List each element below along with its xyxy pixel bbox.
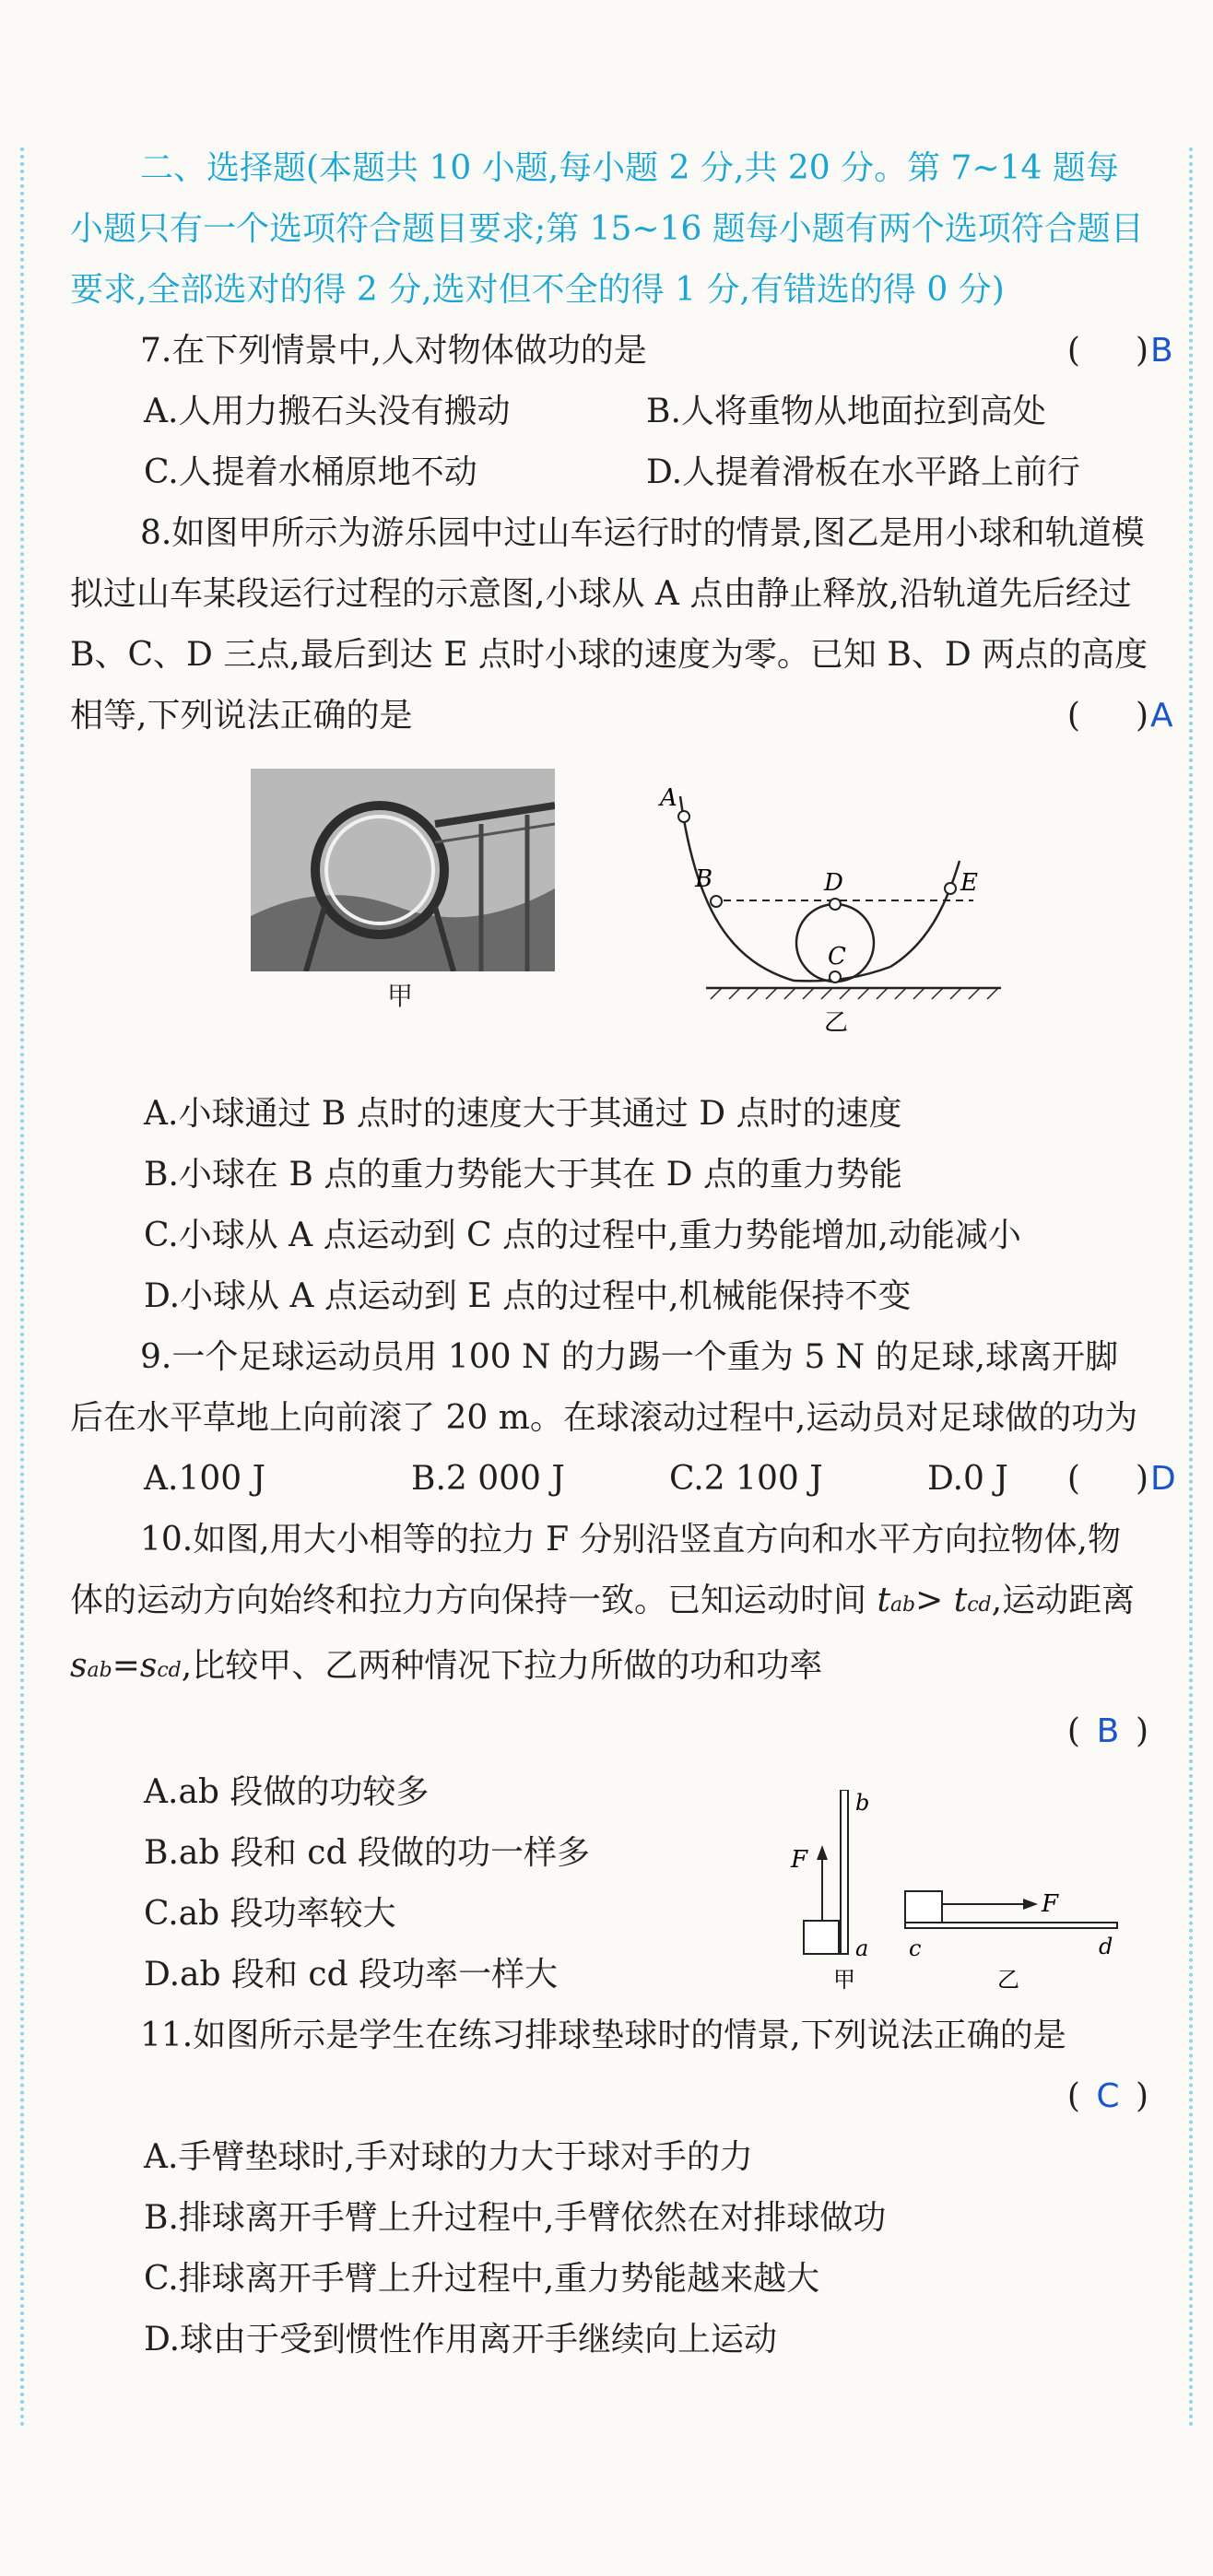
equals: = (112, 1647, 140, 1685)
q11-option-a: A.手臂垫球时,手对球的力大于球对手的力 (144, 2138, 753, 2176)
q8-stem: 8.如图甲所示为游乐园中过山车运行时的情景,图乙是用小球和轨道模拟过山车某段运行过程的示意图,小球从 A 点由静止释放,沿轨道先后经过 B、C、D 三点,最后到达 E 点时小球的速度为零。已知 B、D 两点的高度相等,下列说法正确的是 (70, 514, 1148, 735)
q11-answer-row (70, 2066, 1148, 2127)
left-dotted-border (20, 147, 24, 2429)
q10-stem-part1: 10.如图,用大小相等的拉力 F 分别沿竖直方向和水平方向拉物体,物体的运动方向始终和拉力方向保持一致。已知运动时间 (70, 1521, 1122, 1619)
greater-than: > (915, 1582, 944, 1619)
q11-option-d: D.球由于受到惯性作用离开手继续向上运动 (144, 2321, 778, 2358)
q7-option-c: C.人提着水桶原地不动 (144, 453, 477, 491)
figure-label-yi: 乙 (997, 1967, 1019, 1993)
q11-option-c: C.排球离开手臂上升过程中,重力势能越来越大 (144, 2260, 820, 2298)
q9-option-b: B.2 000 J (411, 1460, 565, 1498)
label-C: C (828, 943, 846, 970)
q7-stem: 7.在下列情景中,人对物体做功的是 (140, 332, 647, 370)
s-ab-symbol: s (70, 1647, 88, 1685)
t-ab-symbol: t (877, 1582, 890, 1619)
worksheet-page (70, 138, 1176, 2370)
q8-option-a: A.小球通过 B 点时的速度大于其通过 D 点时的速度 (144, 1095, 902, 1133)
question-8 (70, 503, 1173, 747)
q8-option-d: D.小球从 A 点运动到 E 点的过程中,机械能保持不变 (144, 1277, 912, 1315)
label-D: D (824, 869, 843, 897)
question-11 (70, 2006, 1148, 2066)
t-cd-symbol: t (953, 1582, 968, 1619)
label-B: B (695, 865, 713, 893)
s-cd-subscript: cd (157, 1659, 182, 1682)
q9-options (70, 1449, 1008, 1510)
q8-option-c: C.小球从 A 点运动到 C 点的过程中,重力势能增加,动能减小 (144, 1217, 1021, 1254)
q9-stem: 9.一个足球运动员用 100 N 的力踢一个重为 5 N 的足球,球离开脚后在水平草地上向前滚了 20 m。在球滚动过程中,运动员对足球做的功为 (70, 1338, 1138, 1437)
label-E: E (960, 869, 978, 897)
label-F-horizontal: F (1042, 1890, 1059, 1918)
right-dotted-border (1189, 147, 1193, 2429)
label-a: a (855, 1935, 869, 1961)
q9-option-a: A.100 J (144, 1460, 266, 1498)
label-F-vertical: F (791, 1846, 808, 1874)
q10-stem-part2: ,运动距离 (991, 1582, 1136, 1619)
q10-option-b: B.ab 段和 cd 段做的功一样多 (144, 1834, 590, 1872)
label-A: A (660, 784, 677, 812)
t-ab-subscript: ab (889, 1594, 916, 1617)
question-7 (70, 321, 1173, 382)
q9-answer: ( D) (1066, 1460, 1176, 1498)
q11-answer: ( C ) (1066, 2077, 1148, 2115)
q8-option-b: B.小球在 B 点的重力势能大于其在 D 点的重力势能 (144, 1156, 902, 1194)
q10-options-block (70, 1762, 1148, 2006)
question-10 (70, 1510, 1148, 1701)
q9-option-c: C.2 100 J (669, 1460, 823, 1498)
q10-option-a: A.ab 段做的功较多 (144, 1773, 430, 1811)
q7-option-d: D.人提着滑板在水平路上前行 (646, 453, 1081, 491)
figure-label-jia: 甲 (387, 981, 414, 1011)
q10-answer-row (70, 1701, 1148, 1762)
label-b: b (855, 1790, 870, 1816)
roller-coaster-photo (251, 769, 555, 971)
track-diagram (623, 769, 1102, 1073)
q10-option-c: C.ab 段功率较大 (144, 1895, 396, 1933)
label-d: d (1099, 1934, 1113, 1959)
section-heading: 二、选择题(本题共 10 小题,每小题 2 分,共 20 分。第 7~14 题每小题只有一个选项符合题目要求;第 15~16 题每小题有两个选项符合题目要求,全部选对的得 2 分,选对但不全的得 1 分,有错选的得 0 分) (70, 149, 1144, 309)
figure-label-jia: 甲 (833, 1967, 855, 1993)
q8-answer: ( A) (1066, 697, 1173, 735)
q10-stem-part3: ,比较甲、乙两种情况下拉力所做的功和功率 (181, 1647, 823, 1685)
s-ab-subscript: ab (87, 1659, 112, 1682)
t-cd-subscript: cd (967, 1594, 992, 1617)
label-c: c (909, 1935, 922, 1961)
s-cd-symbol: s (139, 1647, 158, 1685)
q9-option-d: D.0 J (927, 1460, 1008, 1498)
q7-option-b: B.人将重物从地面拉到高处 (646, 393, 1046, 430)
q7-option-a: A.人用力搬石头没有搬动 (144, 393, 511, 430)
q10-answer: ( B ) (1066, 1712, 1148, 1750)
q11-stem: 11.如图所示是学生在练习排球垫球时的情景,下列说法正确的是 (140, 2017, 1066, 2054)
q7-options (70, 382, 1148, 503)
q8-figures (70, 769, 1148, 1073)
figure-label-yi: 乙 (824, 1009, 849, 1037)
force-diagram (780, 1790, 1130, 1993)
q7-answer: ( B) (1066, 332, 1173, 370)
q10-option-d: D.ab 段和 cd 段功率一样大 (144, 1956, 559, 1994)
q11-option-b: B.排球离开手臂上升过程中,手臂依然在对排球做功 (144, 2199, 887, 2237)
